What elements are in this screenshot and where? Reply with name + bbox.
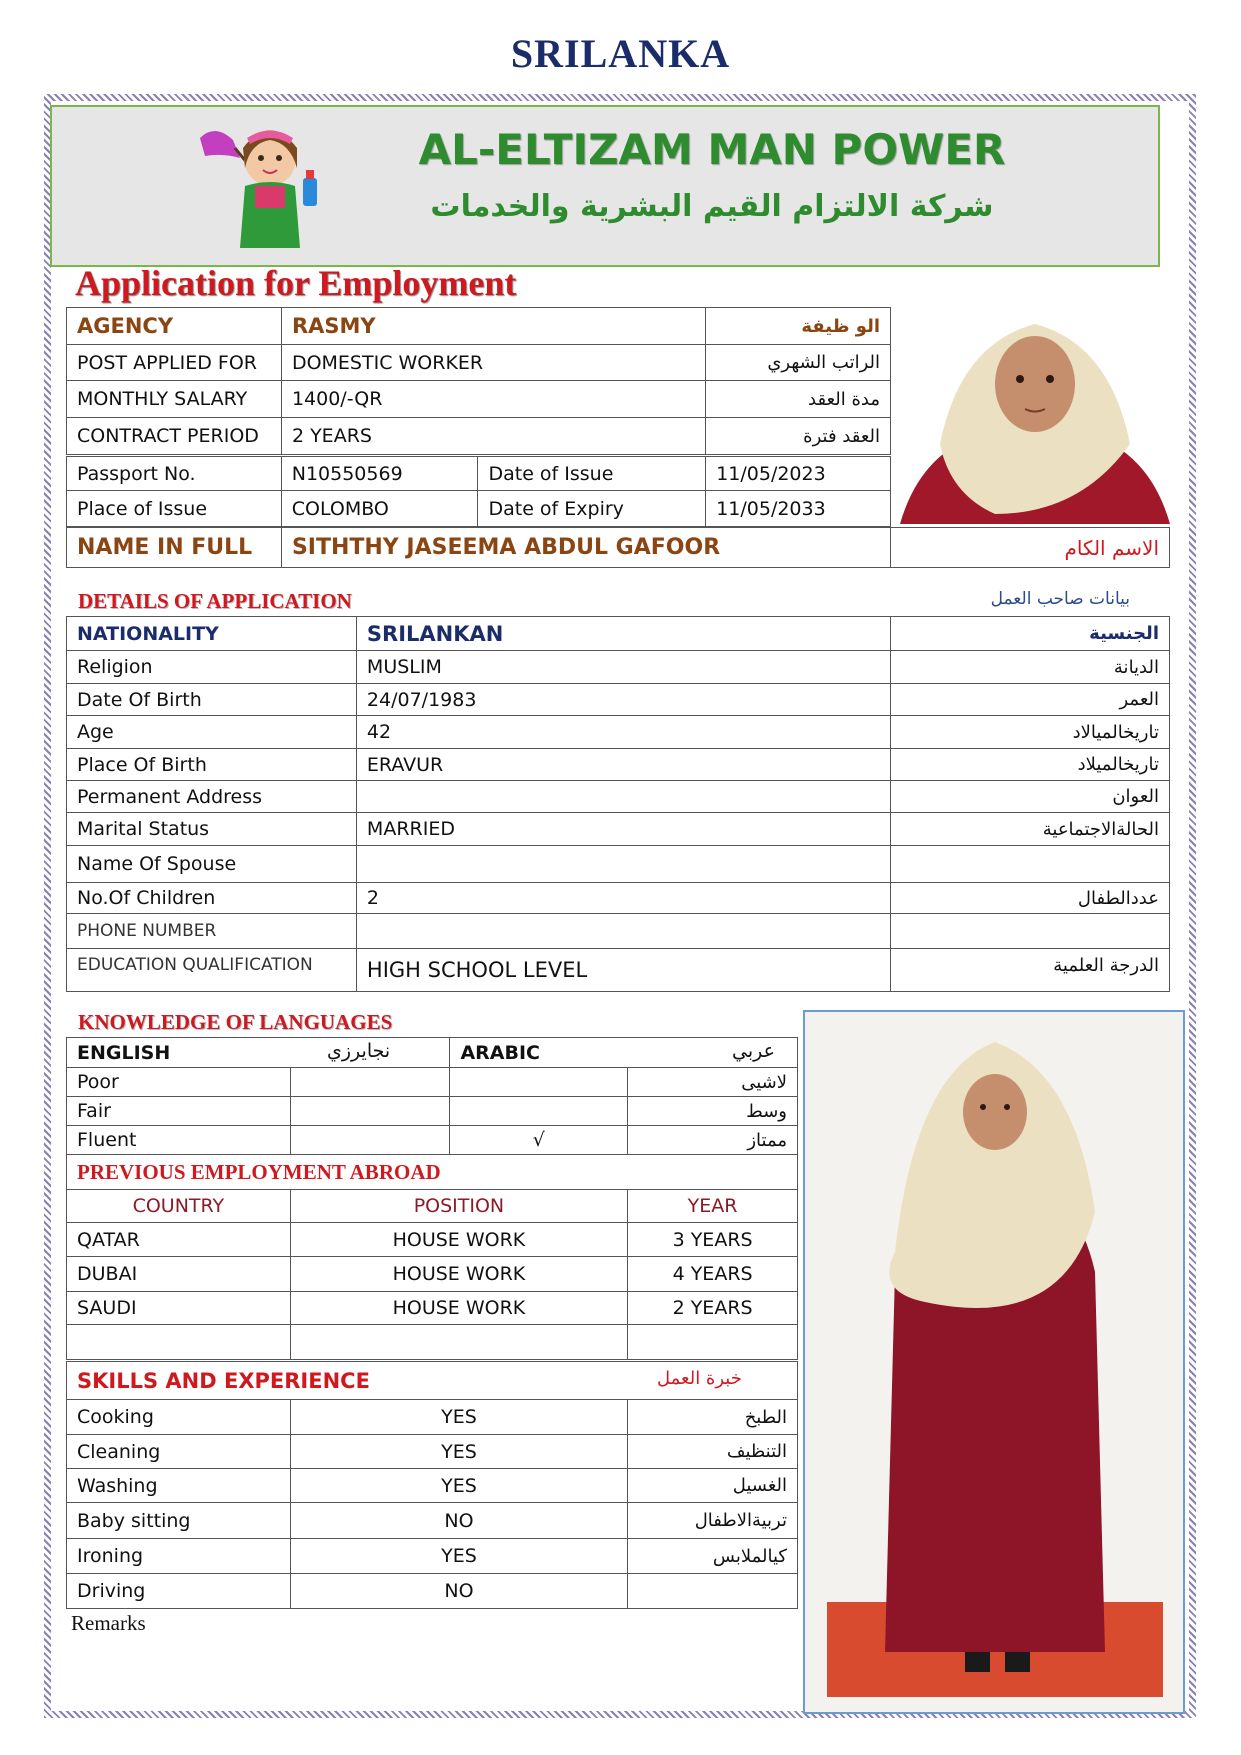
english-poor: [290, 1068, 450, 1097]
skills-table: [66, 1361, 798, 1609]
table-row: [67, 1325, 798, 1360]
contract-value: 2 YEARS: [281, 418, 705, 455]
company-name-arabic: شركة الالتزام القيم البشرية والخدمات: [430, 189, 994, 224]
table-row: [67, 1362, 798, 1400]
employment-year: 2 YEARS: [628, 1292, 798, 1325]
marital-status-value: MARRIED: [356, 813, 890, 846]
name-table: [66, 527, 1170, 568]
full-name-arabic: الاسم الكام: [891, 528, 1170, 568]
applicant-full-photo: [803, 1010, 1185, 1714]
place-of-birth-label: Place Of Birth: [67, 749, 357, 781]
age-value: 42: [356, 716, 890, 749]
applicant-portrait: [900, 284, 1170, 524]
skill-babysitting-label: Baby sitting: [67, 1503, 291, 1539]
table-row: [67, 308, 891, 345]
place-of-issue-value: COLOMBO: [281, 491, 478, 527]
nationality-value: SRILANKAN: [356, 617, 890, 651]
table-row: [67, 914, 1170, 949]
skill-washing-arabic: الغسيل: [628, 1469, 798, 1503]
dob-label: Date Of Birth: [67, 684, 357, 716]
religion-arabic: الديانة: [891, 651, 1170, 684]
table-row: [67, 1574, 798, 1609]
skill-cooking-arabic: الطبخ: [628, 1400, 798, 1435]
employment-position: HOUSE WORK: [290, 1257, 627, 1292]
skill-driving-arabic: [628, 1574, 798, 1609]
table-row: [67, 1097, 798, 1126]
page-title: SRILANKA: [510, 31, 731, 76]
full-name-label: NAME IN FULL: [67, 528, 282, 568]
level-fluent-label: Fluent: [67, 1126, 291, 1155]
skill-babysitting-value: NO: [290, 1503, 627, 1539]
nationality-arabic: الجنسية: [891, 617, 1170, 651]
full-photo-image: [805, 1012, 1183, 1712]
skill-driving-value: NO: [290, 1574, 627, 1609]
skill-driving-label: Driving: [67, 1574, 291, 1609]
employment-section-title: PREVIOUS EMPLOYMENT ABROAD: [67, 1155, 798, 1190]
skill-washing-value: YES: [290, 1469, 627, 1503]
phone-value: [356, 914, 890, 949]
employment-position: HOUSE WORK: [290, 1223, 627, 1257]
arabic-fair: [450, 1097, 628, 1126]
full-name-value: SITHTHY JASEEMA ABDUL GAFOOR: [281, 528, 891, 568]
place-of-birth-arabic: تاريخالميلاد: [891, 749, 1170, 781]
table-row: [67, 1435, 798, 1469]
table-row: [67, 846, 1170, 883]
table-row: [67, 1292, 798, 1325]
phone-label: PHONE NUMBER: [67, 914, 357, 949]
table-row: [67, 1539, 798, 1574]
education-arabic: الدرجة العلمية: [891, 949, 1170, 992]
details-table: [66, 616, 1170, 992]
employment-country: QATAR: [67, 1223, 291, 1257]
table-row: [67, 345, 891, 381]
table-row: [67, 1068, 798, 1097]
table-row: [67, 651, 1170, 684]
spouse-value: [356, 846, 890, 883]
english-header: [67, 1038, 450, 1068]
arabic-poor: [450, 1068, 628, 1097]
passport-no-label: Passport No.: [67, 457, 282, 491]
employment-table: [66, 1154, 798, 1360]
expiry-date-label: Date of Expiry: [478, 491, 706, 527]
religion-label: Religion: [67, 651, 357, 684]
level-fair-label: Fair: [67, 1097, 291, 1126]
level-fluent-arabic: ممتاز: [628, 1126, 798, 1155]
post-arabic: الراتب الشهري: [706, 345, 891, 381]
children-label: No.Of Children: [67, 883, 357, 914]
address-label: Permanent Address: [67, 781, 357, 813]
agency-arabic: الو ظيفة: [706, 308, 891, 345]
employment-position: HOUSE WORK: [290, 1292, 627, 1325]
level-poor-label: Poor: [67, 1068, 291, 1097]
position-header: POSITION: [290, 1190, 627, 1223]
table-row: [67, 418, 891, 455]
english-fluent: [290, 1126, 450, 1155]
marital-status-label: Marital Status: [67, 813, 357, 846]
table-row: [67, 813, 1170, 846]
table-row: [67, 1469, 798, 1503]
table-row: [67, 949, 1170, 992]
religion-value: MUSLIM: [356, 651, 890, 684]
employment-country: SAUDI: [67, 1292, 291, 1325]
passport-table: [66, 456, 891, 527]
arabic-fluent-check: √: [450, 1126, 628, 1155]
children-value: 2: [356, 883, 890, 914]
table-row: [67, 1155, 798, 1190]
arabic-arabic: عربي: [732, 1040, 775, 1062]
skill-cooking-label: Cooking: [67, 1400, 291, 1435]
employment-country: DUBAI: [67, 1257, 291, 1292]
passport-no-value: N10550569: [281, 457, 478, 491]
remarks-label: Remarks: [71, 1611, 146, 1635]
arabic-label: ARABIC: [460, 1041, 541, 1064]
details-section-title: DETAILS OF APPLICATION: [78, 589, 352, 613]
dob-value: 24/07/1983: [356, 684, 890, 716]
job-table: [66, 307, 891, 455]
employment-empty-cell: [290, 1325, 627, 1360]
salary-label: MONTHLY SALARY: [67, 381, 282, 418]
nationality-label: NATIONALITY: [67, 617, 357, 651]
age-arabic: تاريخالميالاد: [891, 716, 1170, 749]
employment-year: 3 YEARS: [628, 1223, 798, 1257]
table-row: [67, 381, 891, 418]
expiry-date-value: 11/05/2033: [706, 491, 891, 527]
country-header: COUNTRY: [67, 1190, 291, 1223]
spouse-label: Name Of Spouse: [67, 846, 357, 883]
contract-arabic: العقد فترة: [706, 418, 891, 455]
skill-ironing-value: YES: [290, 1539, 627, 1574]
maid-logo-icon: [195, 118, 345, 248]
place-of-issue-label: Place of Issue: [67, 491, 282, 527]
skill-washing-label: Washing: [67, 1469, 291, 1503]
issue-date-value: 11/05/2023: [706, 457, 891, 491]
level-poor-arabic: لاشيى: [628, 1068, 798, 1097]
english-label: ENGLISH: [77, 1041, 171, 1064]
employment-year: 4 YEARS: [628, 1257, 798, 1292]
table-row: [67, 1257, 798, 1292]
table-row: [67, 1223, 798, 1257]
salary-arabic: مدة العقد: [706, 381, 891, 418]
skill-babysitting-arabic: تربيةالاطفال: [628, 1503, 798, 1539]
agency-label: AGENCY: [67, 308, 282, 345]
address-arabic: العوان: [891, 781, 1170, 813]
skill-cleaning-label: Cleaning: [67, 1435, 291, 1469]
table-row: [67, 617, 1170, 651]
contract-label: CONTRACT PERIOD: [67, 418, 282, 455]
marital-status-arabic: الحالةالاجتماعية: [891, 813, 1170, 846]
languages-table: [66, 1037, 798, 1155]
arabic-header: [450, 1038, 798, 1068]
children-arabic: عددالطفال: [891, 883, 1170, 914]
table-row: [67, 1190, 798, 1223]
table-row: [67, 491, 891, 527]
table-row: [67, 457, 891, 491]
address-value: [356, 781, 890, 813]
agency-value: RASMY: [281, 308, 705, 345]
salary-value: 1400/-QR: [281, 381, 705, 418]
table-row: [67, 1126, 798, 1155]
skills-header: [67, 1362, 798, 1400]
skill-ironing-label: Ironing: [67, 1539, 291, 1574]
skill-cooking-value: YES: [290, 1400, 627, 1435]
english-arabic: نجايرزي: [327, 1040, 391, 1062]
table-row: [67, 883, 1170, 914]
post-label: POST APPLIED FOR: [67, 345, 282, 381]
skill-ironing-arabic: كيالملابس: [628, 1539, 798, 1574]
table-row: [67, 1400, 798, 1435]
languages-section-title: KNOWLEDGE OF LANGUAGES: [78, 1010, 393, 1034]
skills-section-title-arabic: خبرة العمل: [657, 1368, 742, 1389]
education-label: EDUCATION QUALIFICATION: [67, 949, 357, 992]
phone-arabic: [891, 914, 1170, 949]
education-value: HIGH SCHOOL LEVEL: [356, 949, 890, 992]
skill-cleaning-value: YES: [290, 1435, 627, 1469]
table-row: [67, 528, 1170, 568]
company-name: AL-ELTIZAM MAN POWER: [418, 125, 1006, 174]
table-row: [67, 1503, 798, 1539]
details-section-title-arabic: بيانات صاحب العمل: [990, 589, 1130, 609]
place-of-birth-value: ERAVUR: [356, 749, 890, 781]
skill-cleaning-arabic: التنظيف: [628, 1435, 798, 1469]
post-value: DOMESTIC WORKER: [281, 345, 705, 381]
table-row: [67, 716, 1170, 749]
spouse-arabic: [891, 846, 1170, 883]
employment-empty-cell: [628, 1325, 798, 1360]
issue-date-label: Date of Issue: [478, 457, 706, 491]
application-title: Application for Employment: [75, 263, 517, 303]
table-row: [67, 1038, 798, 1068]
level-fair-arabic: وسط: [628, 1097, 798, 1126]
table-row: [67, 684, 1170, 716]
table-row: [67, 749, 1170, 781]
year-header: YEAR: [628, 1190, 798, 1223]
english-fair: [290, 1097, 450, 1126]
age-label: Age: [67, 716, 357, 749]
table-row: [67, 781, 1170, 813]
skills-section-title: SKILLS AND EXPERIENCE: [77, 1368, 370, 1393]
employment-empty-cell: [67, 1325, 291, 1360]
dob-arabic: العمر: [891, 684, 1170, 716]
